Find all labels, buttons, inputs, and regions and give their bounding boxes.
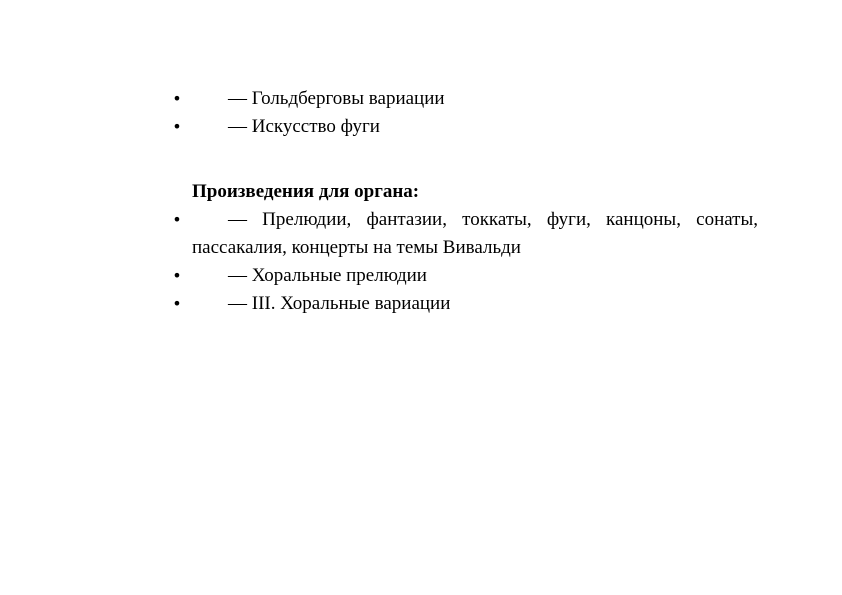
- organ-works-list: [172, 206, 758, 318]
- bullet-icon: •: [172, 266, 182, 285]
- list-item-text: — III. Хоральные вариации: [228, 293, 451, 314]
- bullet-icon: •: [172, 294, 182, 313]
- bullet-icon: •: [172, 89, 182, 108]
- list-item: [172, 262, 758, 290]
- list-item-text: — Гольдберговы вариации: [228, 88, 445, 109]
- list-item: [172, 290, 758, 318]
- works-list: [172, 85, 758, 141]
- bullet-icon: •: [172, 210, 182, 229]
- list-item: [172, 206, 758, 262]
- section-heading: Произведения для органа:: [192, 181, 420, 202]
- list-item-text: — Искусство фуги: [228, 116, 380, 137]
- organ-works-section: [172, 178, 758, 318]
- list-item-text: — Хоральные прелюдии: [228, 265, 427, 286]
- list-item-text: — Прелюдии, фантазии, токкаты, фуги, канцоны, сонаты, пассакалия, концерты на темы Вивальди: [192, 209, 758, 258]
- document-content: [172, 85, 758, 318]
- list-item: [172, 85, 758, 113]
- bullet-icon: •: [172, 117, 182, 136]
- list-item: [172, 113, 758, 141]
